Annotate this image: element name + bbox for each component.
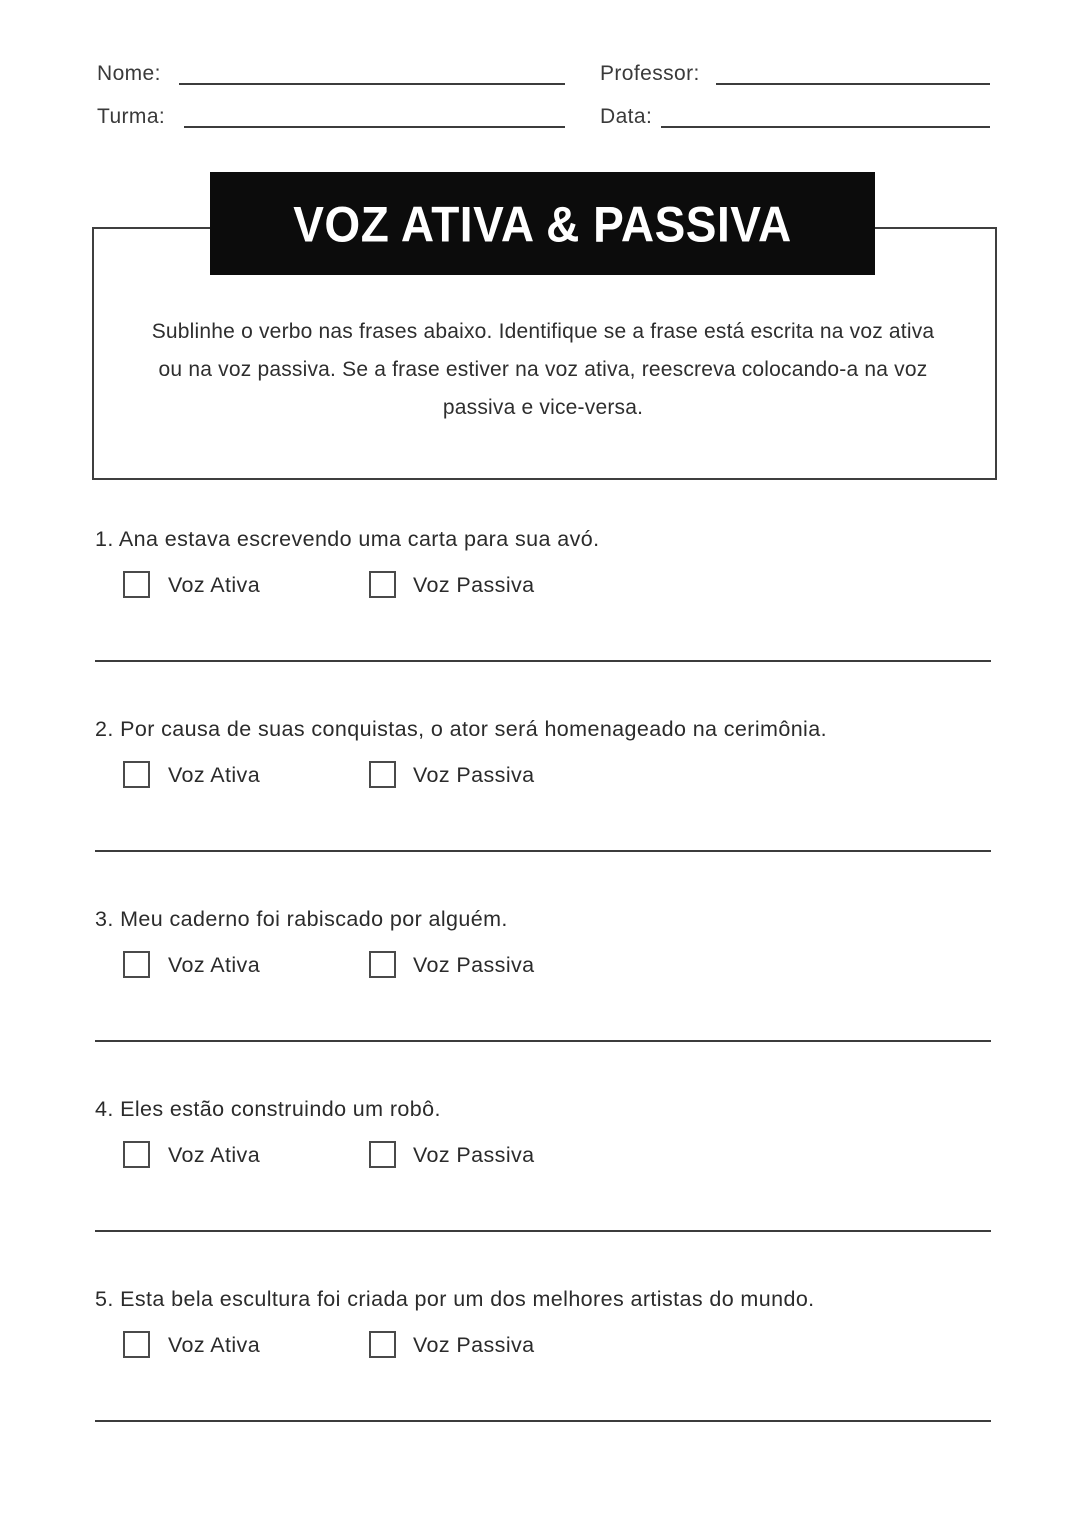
answer-line[interactable]	[95, 1230, 991, 1232]
voz-passiva-checkbox[interactable]	[369, 951, 396, 978]
date-field-line[interactable]	[661, 126, 990, 128]
question-text	[95, 524, 991, 554]
voz-ativa-checkbox[interactable]	[123, 761, 150, 788]
question-block-1	[95, 524, 991, 684]
title-banner	[210, 172, 875, 275]
question-sentence: Por causa de suas conquistas, o ator será homenageado na cerimônia.	[120, 717, 827, 741]
question-text	[95, 1094, 991, 1124]
question-number: 5.	[95, 1287, 114, 1311]
name-field-line[interactable]	[179, 83, 565, 85]
question-text	[95, 1284, 991, 1314]
voz-passiva-checkbox[interactable]	[369, 1141, 396, 1168]
voz-ativa-label: Voz Ativa	[168, 1333, 261, 1357]
answer-line[interactable]	[95, 1040, 991, 1042]
professor-label: Professor:	[600, 62, 700, 85]
voz-passiva-label: Voz Passiva	[413, 1143, 535, 1167]
voz-passiva-label: Voz Passiva	[413, 573, 535, 597]
name-label: Nome:	[97, 62, 161, 85]
question-number: 2.	[95, 717, 114, 741]
class-label: Turma:	[97, 105, 166, 128]
professor-field-line[interactable]	[716, 83, 990, 85]
question-block-3	[95, 904, 991, 1064]
voz-ativa-label: Voz Ativa	[168, 1143, 261, 1167]
voz-ativa-label: Voz Ativa	[168, 763, 261, 787]
voz-ativa-label: Voz Ativa	[168, 953, 261, 977]
voz-ativa-checkbox[interactable]	[123, 1141, 150, 1168]
question-number: 1.	[95, 527, 114, 551]
instructions-text: Sublinhe o verbo nas frases abaixo. Identifique se a frase está escrita na voz ativa ou na voz passiva. Se a frase estiver na voz ativa, reescreva colocando-a na voz passiva e vice-versa.	[151, 320, 935, 419]
class-field-line[interactable]	[184, 126, 565, 128]
answer-line[interactable]	[95, 850, 991, 852]
question-sentence: Ana estava escrevendo uma carta para sua avó.	[118, 527, 600, 551]
voz-ativa-checkbox[interactable]	[123, 1331, 150, 1358]
question-sentence: Eles estão construindo um robô.	[120, 1097, 441, 1121]
voz-passiva-label: Voz Passiva	[413, 763, 535, 787]
voz-ativa-checkbox[interactable]	[123, 951, 150, 978]
voz-ativa-checkbox[interactable]	[123, 571, 150, 598]
voz-passiva-checkbox[interactable]	[369, 761, 396, 788]
question-text	[95, 714, 991, 744]
question-sentence: Meu caderno foi rabiscado por alguém.	[120, 907, 508, 931]
page-title: VOZ ATIVA & PASSIVA	[293, 195, 792, 252]
date-label: Data:	[600, 105, 653, 128]
voz-passiva-checkbox[interactable]	[369, 1331, 396, 1358]
question-text	[95, 904, 991, 934]
voz-ativa-label: Voz Ativa	[168, 573, 261, 597]
question-block-5	[95, 1284, 991, 1444]
answer-line[interactable]	[95, 660, 991, 662]
question-number: 4.	[95, 1097, 114, 1121]
voz-passiva-label: Voz Passiva	[413, 953, 535, 977]
question-block-2	[95, 714, 991, 874]
voz-passiva-checkbox[interactable]	[369, 571, 396, 598]
answer-line[interactable]	[95, 1420, 991, 1422]
voz-passiva-label: Voz Passiva	[413, 1333, 535, 1357]
question-block-4	[95, 1094, 991, 1254]
question-sentence: Esta bela escultura foi criada por um dos melhores artistas do mundo.	[120, 1287, 815, 1311]
question-number: 3.	[95, 907, 114, 931]
